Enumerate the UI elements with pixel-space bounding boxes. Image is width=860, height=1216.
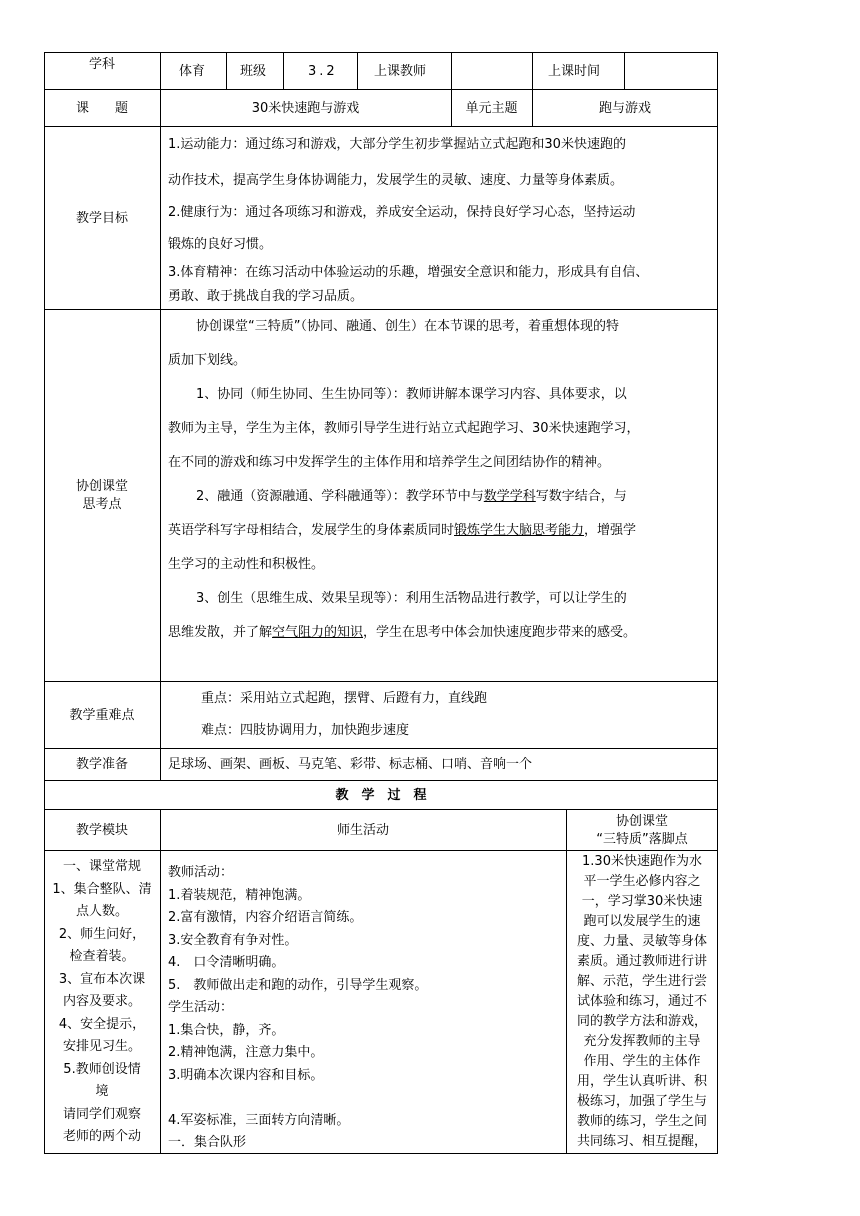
feature-line: 解、示范，学生进行尝 (576, 974, 707, 989)
divider (283, 52, 284, 90)
key-point: 重点：采用站立式起跑，摆臂、后蹬有力，直线跑 (201, 691, 488, 706)
module-line: 安排见习生。 (62, 1039, 141, 1054)
activity-line: 3.明确本次课内容和目标。 (168, 1067, 324, 1083)
objective-line: 1.运动能力：通过练习和游戏，大部分学生初步掌握站立式起跑和30米快速跑的 (168, 137, 626, 152)
divider (624, 52, 625, 90)
module-line: 老师的两个动 (62, 1129, 141, 1144)
feature-line: 度、力量、灵敏等身体 (576, 934, 707, 949)
divider (160, 126, 161, 310)
subject-label: 学科 (88, 57, 115, 72)
time-label: 上课时间 (548, 64, 601, 79)
divider (160, 850, 161, 1154)
feature-column (566, 852, 718, 1152)
feature-line: 素质。通过教师进行讲 (576, 954, 707, 969)
thinking-label-2: 思考点 (82, 497, 122, 512)
feature-line: 充分发挥教师的主导 (583, 1034, 701, 1049)
teacher-label: 上课教师 (374, 64, 427, 79)
thinking-line: 思维发散，并了解空气阻力的知识，学生在思考中体会加快速度跑步带来的感受。 (168, 625, 637, 640)
divider (357, 52, 358, 90)
module-line: 5.教师创设情 (63, 1061, 141, 1077)
feature-line: 用，学生认真听讲、积 (576, 1074, 707, 1089)
feature-line: 试体验和练习，通过不 (576, 994, 707, 1009)
topic-value: 30米快速跑与游戏 (251, 101, 360, 116)
thinking-line: 1、协同（师生协同、生生协同等）：教师讲解本课学习内容、具体要求，以 (196, 387, 627, 402)
thinking-line: 2、融通（资源融通、学科融通等）：教学环节中与数学学科写数字结合，与 (196, 489, 627, 504)
module-line: 一、课堂常规 (62, 859, 141, 874)
feature-line: 跑可以发展学生的速 (583, 914, 701, 929)
divider (451, 52, 452, 90)
module-line: 4、安全提示， (58, 1016, 146, 1032)
activity-line: 1.着装规范，精神饱满。 (168, 887, 311, 903)
feature-line: 共同练习、相互提醒， (576, 1134, 707, 1149)
activity-line: 1.集合快，静，齐。 (168, 1022, 285, 1038)
thinking-line: 在不同的游戏和练习中发挥学生的主体作用和培养学生之间团结协作的精神。 (168, 455, 611, 470)
feature-header: 协创课堂 (615, 814, 668, 829)
activity-header: 师生活动 (336, 823, 389, 838)
activity-line: 4.军姿标准，三面转方向清晰。 (168, 1112, 350, 1128)
thinking-line: 协创课堂“三特质”（协同、融通、创生）在本节课的思考，着重想体现的特 (196, 319, 619, 334)
activity-line: 学生活动： (168, 1000, 234, 1015)
subject-value: 体育 (179, 64, 206, 79)
divider (226, 52, 227, 90)
thinking-line: 3、创生（思维生成、效果呈现等）：利用生活物品进行教学，可以让学生的 (196, 591, 627, 606)
module-line: 3、宣布本次课 (58, 971, 146, 987)
activity-line (168, 1087, 564, 1110)
difficult-point: 难点：四肢协调用力，加快跑步速度 (201, 723, 410, 738)
feature-line: 同的教学方法和游戏， (576, 1014, 707, 1029)
activity-column (168, 862, 564, 1155)
activity-line: 2.精神饱满，注意力集中。 (168, 1045, 324, 1060)
class-value: 3.2 (308, 64, 338, 79)
activity-line: 5. 教师做出走和跑的动作，引导学生观察。 (168, 977, 428, 993)
objective-line: 勇敢、敢于挑战自我的学习品质。 (168, 289, 364, 304)
module-line: 境 (95, 1084, 109, 1099)
activity-line: 一．集合队形 (168, 1135, 247, 1150)
feature-line: 一，学习掌30米快速 (581, 894, 703, 909)
module-line: 请同学们观察 (62, 1106, 141, 1122)
module-line: 点人数。 (75, 904, 128, 919)
activity-line: 3.安全教育有争对性。 (168, 932, 298, 948)
thinking-line: 生学习的主动性和积极性。 (168, 557, 325, 572)
activity-line: 4. 口令清晰明确。 (168, 955, 285, 970)
activity-line: 2.富有激情，内容介绍语言简练。 (168, 910, 363, 925)
module-line: 内容及要求。 (62, 994, 141, 1009)
divider (532, 52, 533, 90)
feature-header-2: “三特质”落脚点 (596, 832, 688, 847)
objective-line: 2.健康行为：通过各项练习和游戏，养成安全运动，保持良好学习心态，坚持运动 (168, 205, 636, 220)
module-line: 1、集合整队、清 (52, 881, 152, 897)
feature-line: 作用、学生的主体作 (583, 1054, 701, 1069)
keypoints-label: 教学重难点 (69, 708, 135, 723)
objective-line: 动作技术，提高学生身体协调能力，发展学生的灵敏、速度、力量等身体素质。 (168, 173, 624, 188)
unit-label: 单元主题 (465, 101, 518, 116)
divider (160, 681, 161, 749)
preparation-label: 教学准备 (75, 757, 128, 772)
topic-label: 课 题 (75, 101, 128, 116)
unit-value: 跑与游戏 (598, 101, 651, 116)
feature-line: 极练习，加强了学生与 (576, 1094, 707, 1109)
feature-line: 1.30米快速跑作为水 (582, 854, 702, 869)
activity-line: 教师活动： (168, 865, 234, 880)
divider (160, 309, 161, 682)
thinking-line: 英语学科写字母相结合，发展学生的身体素质同时锻炼学生大脑思考能力，增强学 (168, 523, 637, 538)
objective-line: 锻炼的良好习惯。 (168, 237, 273, 252)
divider (160, 748, 161, 781)
objective-line: 3.体育精神：在练习活动中体验运动的乐趣，增强安全意识和能力，形成具有自信、 (168, 265, 649, 280)
module-header: 教学模块 (75, 823, 128, 838)
preparation-value: 足球场、画架、画板、马克笔、彩带、标志桶、口哨、音响一个 (168, 757, 533, 772)
module-line: 检查着装。 (69, 949, 135, 964)
thinking-label: 协创课堂 (75, 479, 128, 494)
feature-line: 教师的练习，学生之间 (576, 1114, 707, 1129)
thinking-line: 教师为主导，学生为主体，教师引导学生进行站立式起跑学习、30米快速跑学习， (168, 421, 640, 436)
module-line: 2、师生问好， (58, 926, 146, 942)
class-label: 班级 (240, 64, 267, 79)
thinking-line: 质加下划线。 (168, 353, 247, 368)
process-title: 教 学 过 程 (335, 788, 427, 803)
objectives-label: 教学目标 (75, 211, 128, 226)
module-column (44, 856, 160, 1149)
divider (160, 52, 161, 90)
feature-line: 平一学生必修内容之 (583, 874, 701, 889)
